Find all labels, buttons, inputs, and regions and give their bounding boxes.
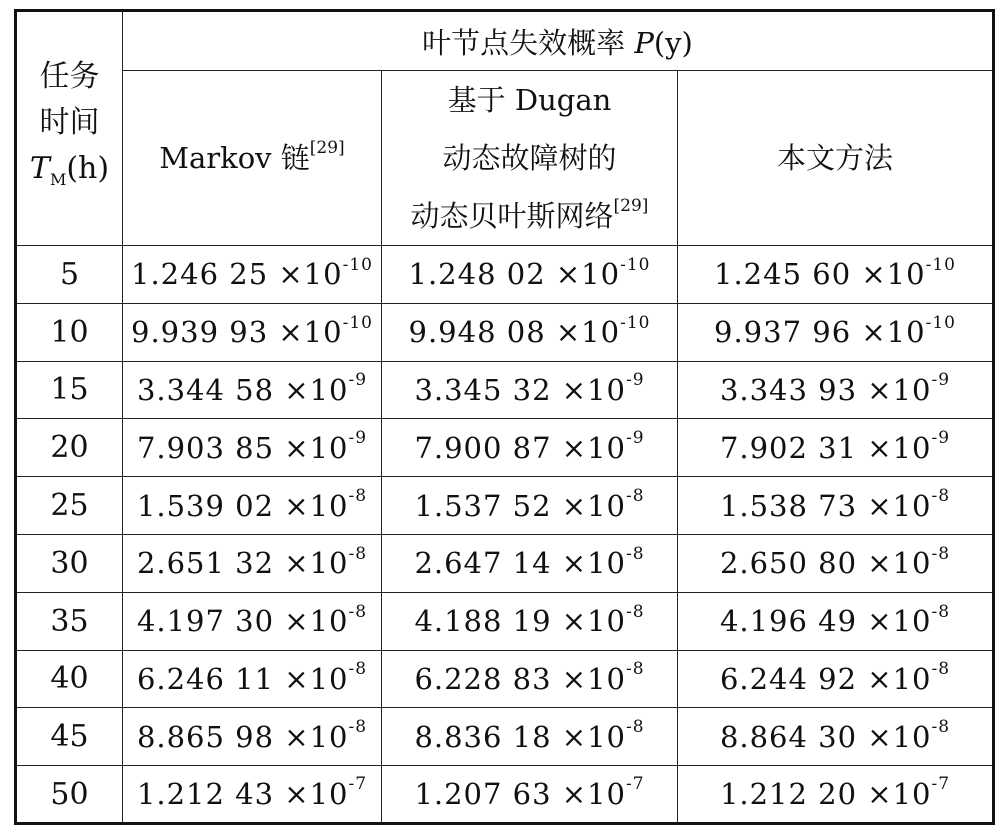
dugan-value: 7.900 87: [414, 430, 552, 465]
times-sign: ×10: [867, 604, 932, 639]
dugan-value: 4.188 19: [414, 604, 552, 639]
ours-exp: -9: [931, 370, 951, 391]
table-row: [16, 246, 994, 304]
dugan-cell: [382, 361, 678, 419]
markov-value: 1.212 43: [136, 777, 275, 812]
markov-cell: [123, 592, 382, 650]
dugan-cell: [382, 477, 678, 535]
markov-cell: [123, 419, 382, 477]
ours-value: 1.538 73: [719, 488, 858, 523]
time-cell: 10: [16, 303, 123, 361]
ours-value: 4.196 49: [719, 604, 858, 639]
group-header: [123, 11, 994, 71]
dugan-value: 3.345 32: [414, 372, 552, 407]
markov-cell: [123, 534, 382, 592]
ours-value: 2.650 80: [719, 546, 858, 581]
dugan-exp: -7: [626, 774, 645, 795]
dugan-exp: -10: [620, 254, 651, 275]
dugan-value: 6.228 83: [414, 661, 552, 696]
time-cell: 20: [16, 419, 123, 477]
times-sign: ×10: [561, 430, 626, 465]
dugan-label-line2: 动态故障树的: [442, 141, 617, 175]
times-sign: ×10: [284, 719, 349, 754]
markov-exp: -7: [348, 774, 368, 795]
time-cell: 30: [16, 534, 123, 592]
task-time-line2: 时间: [39, 105, 100, 140]
ours-value: 9.937 96: [714, 315, 852, 350]
table-row: [16, 534, 994, 592]
markov-ref: [29]: [309, 138, 345, 159]
times-sign: ×10: [284, 546, 349, 581]
times-sign: ×10: [861, 257, 926, 292]
times-sign: ×10: [867, 430, 932, 465]
times-sign: ×10: [278, 315, 343, 350]
time-cell: 40: [16, 650, 123, 708]
markov-value: 3.344 58: [136, 372, 275, 407]
column-header-ours: [678, 71, 994, 246]
task-time-subscript: M: [49, 170, 67, 189]
times-sign: ×10: [284, 604, 349, 639]
times-sign: ×10: [284, 777, 349, 812]
time-cell: 5: [16, 246, 123, 304]
group-title: 叶节点失效概率: [422, 25, 626, 60]
times-sign: ×10: [861, 315, 926, 350]
ours-exp: -10: [925, 254, 956, 275]
markov-cell: [123, 303, 382, 361]
task-time-symbol: T: [29, 151, 50, 186]
markov-exp: -8: [348, 601, 368, 622]
dugan-exp: -8: [626, 659, 645, 680]
ours-cell: [678, 592, 994, 650]
markov-cell: [123, 650, 382, 708]
times-sign: ×10: [555, 257, 621, 292]
dugan-ref: [29]: [613, 196, 649, 217]
markov-value: 6.246 11: [136, 661, 275, 696]
time-cell: 45: [16, 708, 123, 766]
ours-cell: [678, 477, 994, 535]
ours-value: 8.864 30: [719, 719, 858, 754]
task-time-unit: (h): [66, 151, 110, 186]
ours-value: 7.902 31: [719, 430, 858, 465]
time-cell: 35: [16, 592, 123, 650]
group-arg: (y): [653, 25, 693, 60]
ours-exp: -8: [931, 601, 951, 622]
times-sign: ×10: [561, 604, 626, 639]
ours-value: 3.343 93: [719, 372, 858, 407]
dugan-exp: -8: [626, 717, 645, 738]
dugan-value: 1.248 02: [408, 257, 546, 292]
times-sign: ×10: [561, 719, 626, 754]
ours-exp: -7: [931, 774, 951, 795]
dugan-exp: -10: [620, 312, 651, 333]
ours-exp: -9: [931, 428, 951, 449]
dugan-cell: [382, 766, 678, 824]
times-sign: ×10: [284, 661, 349, 696]
times-sign: ×10: [867, 546, 932, 581]
times-sign: ×10: [867, 661, 932, 696]
markov-exp: -10: [342, 254, 373, 275]
markov-value: 4.197 30: [136, 604, 275, 639]
markov-cell: [123, 361, 382, 419]
table-row: [16, 303, 994, 361]
table-row: [16, 419, 994, 477]
times-sign: ×10: [284, 488, 349, 523]
ours-cell: [678, 361, 994, 419]
time-cell: 25: [16, 477, 123, 535]
times-sign: ×10: [867, 488, 932, 523]
table-row: [16, 592, 994, 650]
table-row: [16, 650, 994, 708]
ours-value: 1.245 60: [714, 257, 852, 292]
ours-exp: -8: [931, 659, 951, 680]
times-sign: ×10: [867, 719, 932, 754]
ours-exp: -8: [931, 717, 951, 738]
times-sign: ×10: [561, 546, 626, 581]
dugan-cell: [382, 303, 678, 361]
ours-cell: [678, 708, 994, 766]
times-sign: ×10: [561, 661, 626, 696]
markov-cell: [123, 246, 382, 304]
dugan-exp: -9: [626, 428, 645, 449]
times-sign: ×10: [284, 372, 349, 407]
markov-value: 7.903 85: [136, 430, 275, 465]
times-sign: ×10: [867, 372, 932, 407]
ours-cell: [678, 419, 994, 477]
dugan-value: 8.836 18: [414, 719, 552, 754]
column-header-markov: [123, 71, 382, 246]
dugan-cell: [382, 650, 678, 708]
ours-exp: -10: [925, 312, 956, 333]
ours-exp: -8: [931, 485, 951, 506]
dugan-value: 1.207 63: [414, 777, 552, 812]
markov-exp: -10: [342, 312, 373, 333]
ours-value: 6.244 92: [719, 661, 858, 696]
dugan-cell: [382, 592, 678, 650]
dugan-label-line3-wrap: [382, 187, 677, 245]
dugan-value: 2.647 14: [414, 546, 552, 581]
table-row: [16, 361, 994, 419]
failure-probability-table: [14, 9, 995, 825]
markov-cell: [123, 477, 382, 535]
markov-exp: -8: [348, 717, 368, 738]
markov-exp: -8: [348, 485, 368, 506]
markov-exp: -8: [348, 659, 368, 680]
table-row: [16, 766, 994, 824]
ours-cell: [678, 766, 994, 824]
dugan-exp: -8: [626, 485, 645, 506]
markov-value: 8.865 98: [136, 719, 275, 754]
dugan-exp: -8: [626, 543, 645, 564]
times-sign: ×10: [555, 315, 621, 350]
table-container: [14, 9, 995, 825]
markov-cell: [123, 766, 382, 824]
column-header-dugan: [382, 71, 678, 246]
markov-exp: -9: [348, 428, 368, 449]
times-sign: ×10: [278, 257, 343, 292]
markov-value: 9.939 93: [131, 315, 269, 350]
ours-exp: -8: [931, 543, 951, 564]
markov-value: 1.539 02: [136, 488, 275, 523]
dugan-cell: [382, 708, 678, 766]
markov-label: Markov 链: [159, 141, 310, 175]
table-row: [16, 477, 994, 535]
task-time-header: [16, 11, 123, 246]
dugan-cell: [382, 534, 678, 592]
dugan-value: 1.537 52: [414, 488, 552, 523]
markov-value: 1.246 25: [131, 257, 269, 292]
times-sign: ×10: [561, 372, 626, 407]
ours-cell: [678, 650, 994, 708]
dugan-cell: [382, 419, 678, 477]
ours-value: 1.212 20: [719, 777, 858, 812]
ours-cell: [678, 303, 994, 361]
time-cell: 50: [16, 766, 123, 824]
time-cell: 15: [16, 361, 123, 419]
ours-cell: [678, 246, 994, 304]
dugan-label-line3: 动态贝叶斯网络: [410, 199, 614, 233]
times-sign: ×10: [867, 777, 932, 812]
dugan-exp: -9: [626, 370, 645, 391]
group-symbol: P: [634, 25, 654, 60]
times-sign: ×10: [561, 488, 626, 523]
table-row: [16, 708, 994, 766]
ours-cell: [678, 534, 994, 592]
markov-cell: [123, 708, 382, 766]
task-time-symbol-line: [17, 146, 122, 203]
dugan-label-line1: 基于 Dugan: [447, 83, 612, 117]
markov-exp: -8: [348, 543, 368, 564]
times-sign: ×10: [284, 430, 349, 465]
dugan-cell: [382, 246, 678, 304]
dugan-value: 9.948 08: [408, 315, 546, 350]
ours-label: 本文方法: [776, 141, 893, 175]
task-time-line1: 任务: [39, 59, 100, 94]
dugan-exp: -8: [626, 601, 645, 622]
markov-value: 2.651 32: [136, 546, 275, 581]
times-sign: ×10: [561, 777, 626, 812]
markov-exp: -9: [348, 370, 368, 391]
